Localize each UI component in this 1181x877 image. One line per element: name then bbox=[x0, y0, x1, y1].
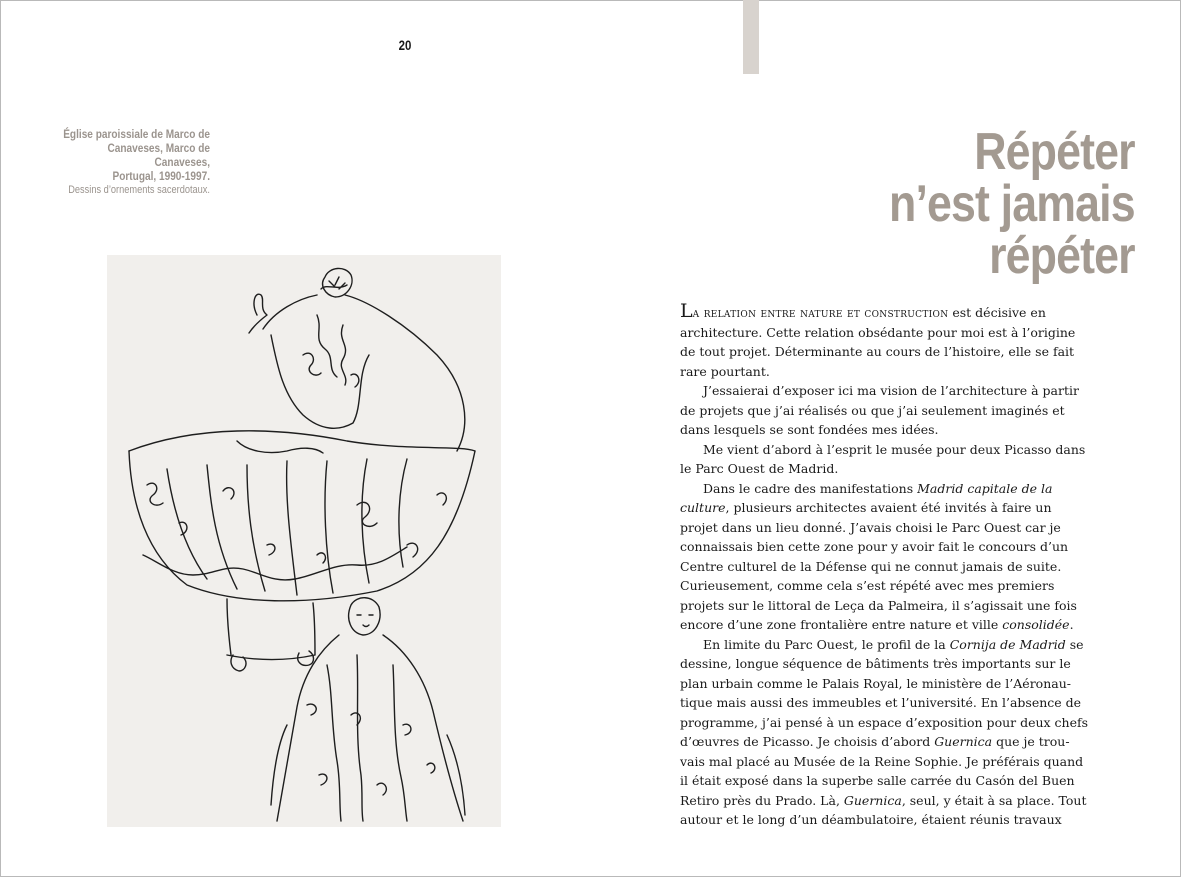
italic-span: Cornija de Madrid bbox=[949, 636, 1066, 652]
text-line bbox=[680, 498, 1052, 518]
caption-sub: Dessins d’ornements sacerdotaux. bbox=[68, 184, 211, 196]
text-line: connaissais bien cette zone pour y avoir fait le concours d’un bbox=[680, 539, 1069, 554]
italic-span: Guernica bbox=[843, 792, 902, 808]
italic-span: Madrid capitale de la bbox=[917, 480, 1053, 496]
text-span: , seul, y était à sa place. Tout bbox=[901, 792, 1087, 808]
drop-letter: L bbox=[680, 300, 693, 322]
text-span: . bbox=[1069, 617, 1074, 632]
body-text bbox=[680, 300, 1089, 830]
text-span: d’œuvres de Picasso. Je choisis d’abord bbox=[680, 734, 935, 749]
italic-span: consolidée bbox=[1002, 617, 1070, 632]
text-line: programme, j’ai pensé à un espace d’exposition pour deux chefs bbox=[680, 714, 1089, 730]
page-number: 20 bbox=[398, 37, 412, 53]
smallcaps-lead: a relation entre nature et construction bbox=[692, 305, 949, 320]
text-line bbox=[680, 791, 1087, 811]
text-span: Dans le cadre des manifestations bbox=[703, 480, 918, 496]
sketch-illustration bbox=[107, 255, 501, 827]
paragraph-5 bbox=[680, 635, 1089, 830]
text-line: vais mal placé au Musée de la Reine Sophie. Je préférais quand bbox=[680, 753, 1084, 769]
text-line: le Parc Ouest de Madrid. bbox=[680, 461, 839, 476]
text-line: projet dans un lieu donné. J’avais choisi le Parc Ouest car je bbox=[680, 519, 1061, 535]
text-line: de projets que j’ai réalisés ou que j’ai seulement imaginés et bbox=[680, 402, 1065, 418]
figure-caption bbox=[20, 127, 210, 197]
text-line bbox=[680, 732, 1070, 752]
text-line bbox=[680, 635, 1084, 655]
text-line: plan urbain comme le Palais Royal, le ministère de l’Aéronau- bbox=[680, 675, 1071, 691]
text-line: il était exposé dans la superbe salle carrée du Casón del Buen bbox=[680, 773, 1075, 788]
paragraph-1 bbox=[680, 300, 1076, 381]
text-span: se bbox=[1065, 636, 1084, 652]
paragraph-3 bbox=[680, 440, 1086, 479]
title-line-3: répéter bbox=[989, 227, 1135, 285]
text-line: Centre culturel de la Défense qui ne connut jamais de suite. bbox=[680, 558, 1062, 574]
italic-span: culture bbox=[680, 500, 726, 515]
text-span: En limite du Parc Ouest, le profil de la bbox=[703, 636, 950, 652]
bookmark-tab bbox=[743, 0, 759, 74]
caption-main: Église paroissiale de Marco de Canaveses, Marco de Canaveses, Portugal, 1990-1997. bbox=[63, 127, 210, 183]
text-line: architecture. Cette relation obsédante pour moi est à l’origine bbox=[680, 324, 1076, 340]
text-line: projets sur le littoral de Leça da Palmeira, il s’agissait une fois bbox=[680, 597, 1077, 613]
text-line: rare pourtant. bbox=[680, 363, 770, 379]
text-line bbox=[680, 615, 1074, 635]
title-line-1: Répéter bbox=[974, 123, 1135, 181]
text-line: dans lesquels se sont fondées mes idées. bbox=[680, 422, 939, 437]
text-line: tique mais aussi des immeubles et l’université. En l’absence de bbox=[680, 695, 1082, 710]
title-line-2: n’est jamais bbox=[889, 175, 1135, 233]
text-line bbox=[680, 300, 1046, 323]
text-line: Curieusement, comme cela s’est répété avec mes premiers bbox=[680, 578, 1055, 593]
paragraph-2 bbox=[680, 381, 1079, 440]
text-span: est décisive en bbox=[948, 305, 1046, 320]
text-line: de tout projet. Déterminante au cours de l’histoire, elle se fait bbox=[680, 344, 1075, 359]
sketch-vestments-drawing bbox=[107, 255, 501, 827]
text-span: encore d’une zone frontalière entre nature et ville bbox=[680, 617, 1003, 632]
paragraph-4 bbox=[680, 479, 1077, 635]
text-span: que je trou- bbox=[992, 734, 1070, 749]
text-line: autour et le long d’un déambulatoire, étaient réunis travaux bbox=[680, 812, 1062, 827]
text-span: , plusieurs architectes avaient été invités à faire un bbox=[725, 500, 1052, 515]
chapter-title bbox=[849, 123, 1135, 285]
text-span: Retiro près du Prado. Là, bbox=[680, 792, 844, 808]
text-line: J’essaierai d’exposer ici ma vision de l’architecture à partir bbox=[703, 383, 1079, 398]
italic-span: Guernica bbox=[934, 734, 993, 749]
text-line: dessine, longue séquence de bâtiments très importants sur le bbox=[680, 656, 1071, 671]
text-line: Me vient d’abord à l’esprit le musée pour deux Picasso dans bbox=[703, 441, 1086, 457]
text-line bbox=[680, 479, 1053, 499]
